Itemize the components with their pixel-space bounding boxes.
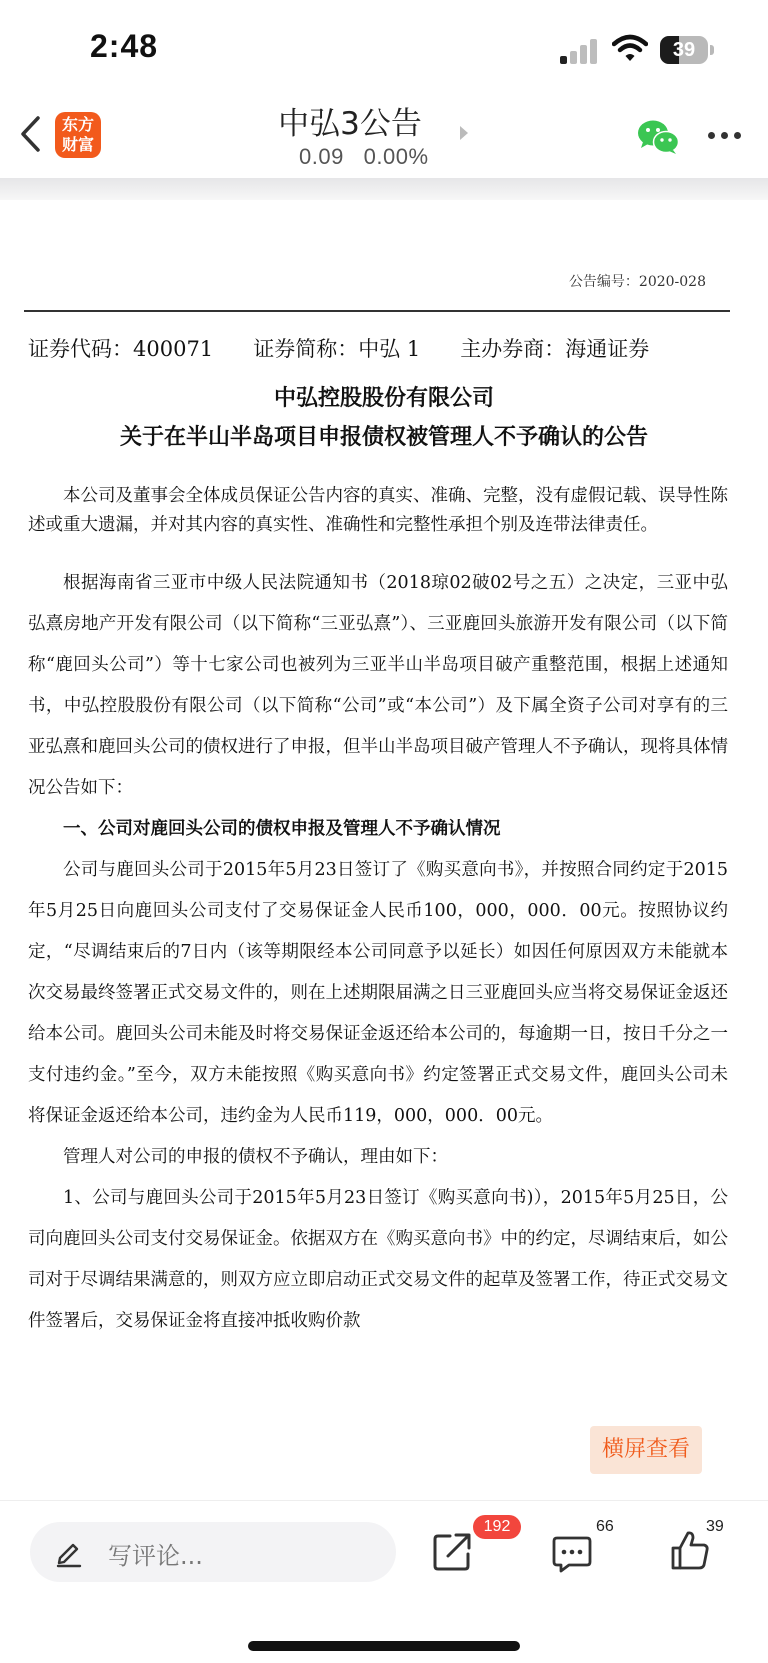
wifi-icon bbox=[612, 34, 648, 64]
announcement-document bbox=[0, 200, 768, 1500]
page-title: 中弘3公告 bbox=[278, 106, 422, 142]
header-rule bbox=[24, 310, 730, 312]
body-paragraph: 1、公司与鹿回头公司于2015年5月23日签订《购买意向书)），2015年5月25日，公司向鹿回头公司支付交易保证金。依据双方在《购买意向书》中的约定，尽调结束后，如公司对于尽调结果满意的，则双方应立即启动正式交易文件的起草及签署工作，待正式交易文件签署后，交易保证金将直接冲抵收购价款 bbox=[28, 1188, 728, 1331]
body-paragraph: 管理人对公司的申报的债权不予确认，理由如下： bbox=[63, 1147, 448, 1167]
like-count: 39 bbox=[706, 1518, 724, 1535]
app-logo-text: 东方 财富 bbox=[61, 115, 94, 154]
back-icon[interactable] bbox=[18, 114, 44, 154]
content-fade bbox=[0, 1352, 768, 1400]
comment-icon[interactable] bbox=[552, 1534, 592, 1574]
company-name: 中弘控股股份有限公司 bbox=[273, 386, 494, 411]
nav-bar bbox=[0, 92, 768, 178]
section-heading: 一、公司对鹿回头公司的债权申报及管理人不予确认情况 bbox=[63, 819, 501, 839]
bottom-action-bar bbox=[0, 1500, 768, 1663]
status-time: 2:48 bbox=[90, 28, 159, 64]
more-options-icon[interactable] bbox=[708, 132, 744, 142]
announcement-title: 关于在半山半岛项目申报债权被管理人不予确认的公告 bbox=[119, 425, 648, 450]
app-logo bbox=[55, 112, 101, 158]
thumbs-up-icon[interactable] bbox=[669, 1528, 711, 1572]
security-info: 证券代码：400071 证券简称：中弘 1 主办券商：海通证券 bbox=[28, 337, 650, 361]
intro-statement: 本公司及董事会全体成员保证公告内容的真实、准确、完整，没有虚假记载、误导性陈述或重大遗漏，并对其内容的真实性、准确性和完整性承担个别及连带法律责任。 bbox=[28, 486, 728, 535]
home-indicator bbox=[248, 1641, 520, 1651]
battery-level: 39 bbox=[672, 39, 696, 61]
stock-price: 0.09 bbox=[299, 144, 344, 169]
chevron-right-icon[interactable] bbox=[460, 126, 468, 140]
bottom-divider bbox=[0, 1500, 768, 1501]
cellular-signal-icon bbox=[560, 38, 602, 64]
comment-input[interactable] bbox=[30, 1522, 396, 1582]
battery-icon bbox=[660, 36, 716, 64]
share-icon[interactable] bbox=[432, 1530, 474, 1572]
pencil-icon bbox=[54, 1538, 84, 1568]
body-paragraph: 公司与鹿回头公司于2015年5月23日签订了《购买意向书》，并按照合同约定于2015年5月25日向鹿回头公司支付了交易保证金人民币100，000，000．00元。按照协议约定，“尽调结束后的7日内（该等期限经本公司同意予以延长）如因任何原因双方未能就本次交易最终签署正式交易文件的，则在上述期限届满之日三亚鹿回头应当将交易保证金返还给本公司。鹿回头公司未能及时将交易保证金返还给本公司的，每逾期一日，按日千分之一支付违约金。”至今，双方未能按照《购买意向书》约定签署正式交易文件，鹿回头公司未将保证金返还给本公司，违约金为人民币119，000，000．00元。 bbox=[28, 860, 728, 1126]
stock-quote bbox=[299, 144, 429, 170]
landscape-view-button[interactable]: 横屏查看 bbox=[590, 1426, 702, 1474]
share-count-badge: 192 bbox=[473, 1515, 521, 1539]
body-paragraph: 根据海南省三亚市中级人民法院通知书（2018琼02破02号之五）之决定，三亚中弘弘熹房地产开发有限公司（以下简称“三亚弘熹”）、三亚鹿回头旅游开发有限公司（以下简称“鹿回头公司”）等十七家公司也被列为三亚半山半岛项目破产重整范围，根据上述通知书，中弘控股股份有限公司（以下简称“公司”或“本公司”）及下属全资子公司对享有的三亚弘熹和鹿回头公司的债权进行了申报，但半山半岛项目破产管理人不予确认，现将具体情况公告如下： bbox=[28, 573, 728, 798]
status-bar bbox=[0, 0, 768, 92]
stock-change: 0.00% bbox=[363, 144, 429, 169]
comment-placeholder: 写评论... bbox=[108, 1542, 203, 1570]
nav-divider bbox=[0, 178, 768, 200]
wechat-share-icon[interactable] bbox=[636, 118, 680, 156]
announcement-body bbox=[28, 563, 728, 1342]
comment-count: 66 bbox=[596, 1518, 614, 1535]
announcement-number: 公告编号：2020-028 bbox=[568, 274, 706, 290]
